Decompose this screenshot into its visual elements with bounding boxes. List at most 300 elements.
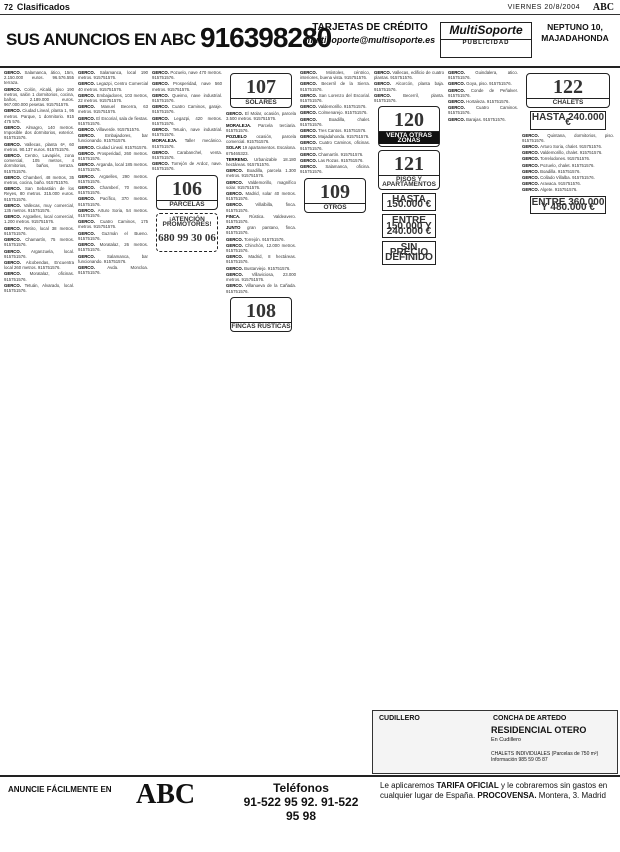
ad-ref: GERCO. bbox=[300, 140, 320, 146]
classified-ad bbox=[226, 272, 296, 282]
classified-ad bbox=[4, 142, 74, 152]
ad-ref: GERCO. bbox=[152, 149, 177, 155]
classified-ad bbox=[152, 127, 222, 137]
ad-ref: GERCO. bbox=[448, 99, 467, 105]
promo-phone[interactable]: 680 99 30 06 bbox=[158, 232, 216, 245]
classified-ad bbox=[78, 151, 148, 161]
classified-ad bbox=[226, 283, 296, 293]
ad-ref: POZUELO bbox=[226, 134, 257, 140]
classified-ad bbox=[152, 116, 222, 126]
ad-ref: GERCO. bbox=[4, 237, 26, 243]
ad-ref: GERCO. bbox=[300, 128, 319, 134]
ad-ref: GERCO. bbox=[448, 116, 467, 122]
banner-email[interactable]: multisoporte@multisoporte.es bbox=[304, 35, 436, 45]
ad-ref: GERCO. bbox=[78, 104, 101, 110]
footer-strip bbox=[0, 775, 620, 823]
ad-text: Villalbilla, finca. 915751576. bbox=[226, 202, 296, 213]
ad-ref: GERCO. bbox=[522, 181, 541, 187]
ad-ref: GERCO. bbox=[226, 191, 246, 197]
ad-text: Salamanca, oficina. 915751576. bbox=[300, 164, 370, 175]
ad-text: Prosperidad, nave 560 metros. 915751576. bbox=[152, 81, 222, 92]
ad-ref: GERCO. bbox=[226, 283, 246, 289]
price-box-3: SIN PRECIO DEFINIDO bbox=[382, 241, 436, 265]
ad-text: Aravaca. 915751576. bbox=[540, 181, 582, 187]
cards-label: TARJETAS DE CRÉDITO bbox=[312, 22, 428, 33]
footer-tel-label: Teléfonos bbox=[273, 781, 329, 795]
ad-ref: GERCO. bbox=[78, 70, 100, 75]
classified-ad bbox=[152, 81, 222, 91]
section-108-label: FINCAS RÚSTICAS bbox=[231, 322, 291, 330]
ad-ref: GERCO. bbox=[448, 87, 471, 93]
classified-ad bbox=[300, 93, 370, 103]
ad-text: Colón, Alcalá, piso 190 metros, salón 1 dormitorios, cocina, baños, 2.189.000 euros. 967.000.000 pesetas. 915751576. bbox=[4, 86, 74, 108]
ad-ref: FINCA. bbox=[226, 213, 250, 219]
ad-text: Vallecas, planta 6ª, 60 metros. 90.137 euros. 915751576. bbox=[4, 141, 74, 152]
ad-text: Moratalaz, oficinas. 915751576. bbox=[4, 271, 74, 282]
ad-ref: GERCO. bbox=[78, 230, 102, 236]
ad-ref: GERCO. bbox=[152, 104, 172, 110]
ad-ref: GERCO. bbox=[300, 81, 322, 87]
ad-text: Taller mecánico. 915751576. bbox=[152, 138, 222, 149]
classified-ad bbox=[78, 116, 148, 126]
footer-tel-numbers[interactable]: 91-522 95 92. 91-522 95 98 bbox=[243, 795, 359, 823]
ad-text: Colmenarejo. 915751576. bbox=[318, 110, 368, 116]
ad-ref: GERCO. bbox=[4, 174, 24, 180]
ad-text: Cuatro Caminos. 915751576. bbox=[448, 105, 518, 116]
classified-ad bbox=[300, 104, 370, 109]
ad-text: Majadahonda. 915751576. bbox=[318, 134, 370, 140]
ad-ref: GERCO. bbox=[300, 110, 319, 116]
classified-ad bbox=[78, 196, 148, 206]
ad-ref: GERCO. bbox=[300, 70, 327, 75]
ad-text: Embajadores, 103 metros, 22 metros. 915751576. bbox=[78, 92, 148, 104]
classified-ad bbox=[4, 249, 74, 259]
classified-ad bbox=[4, 125, 74, 141]
section-122-badge bbox=[526, 73, 610, 108]
section-title: Clasificados bbox=[16, 2, 70, 12]
ad-text: Almagro, 140 metros. Imposible dos dormitorios, exterior. 915751576. bbox=[4, 125, 74, 141]
footer-msg-4: PROCOVENSA. bbox=[477, 791, 537, 800]
classified-ad bbox=[78, 254, 148, 264]
ad-ref: TERRENO. bbox=[226, 156, 255, 162]
cudillero-desc bbox=[491, 751, 611, 763]
ad-text: Moratalaz, 26 metros. 915751576. bbox=[78, 242, 148, 253]
classified-ad bbox=[4, 271, 74, 281]
ad-text: ocasión, parcela comercial. 915751576. bbox=[226, 134, 296, 145]
classified-ad bbox=[226, 225, 296, 235]
ad-ref: MORALEJA. bbox=[152, 138, 185, 144]
banner-cards bbox=[300, 22, 440, 45]
classified-ad bbox=[300, 152, 370, 157]
section-107-badge bbox=[230, 73, 292, 108]
classified-ad bbox=[152, 70, 222, 80]
section-121-number: 121 bbox=[394, 152, 424, 175]
classified-ad bbox=[522, 163, 614, 168]
ad-text: Valdemorillo. 915751576. bbox=[318, 104, 367, 110]
ad-text: Arturo Soria, 54 metros. 915751576. bbox=[78, 207, 148, 219]
price-box-1: HASTA 150.000 € bbox=[382, 193, 436, 211]
ad-ref: GERCO. bbox=[226, 236, 245, 242]
ad-ref: GERCO. bbox=[374, 92, 404, 98]
ad-text: Tetuán, Alvarado, local. 915751576. bbox=[4, 282, 74, 293]
brand-name: MultiSoporte bbox=[449, 23, 523, 37]
classified-ad bbox=[522, 156, 614, 161]
ad-ref: GERCO. bbox=[300, 134, 319, 140]
classified-ad bbox=[4, 283, 74, 293]
ad-text: Bustarviejo. 915751576. bbox=[244, 265, 291, 271]
ad-text: Chamartín, 75 metros. 915751576. bbox=[4, 237, 74, 248]
ad-text: El Escorial, sala de fiestas. 915751576. bbox=[78, 115, 148, 126]
ad-text: Collado Villalba. 915751576. bbox=[540, 175, 595, 181]
ad-ref: GERCO. bbox=[78, 196, 100, 202]
ad-text: Valdemorillo, chalet. 915751576. bbox=[540, 150, 603, 156]
classified-ad bbox=[226, 214, 296, 224]
classified-ad bbox=[226, 134, 296, 144]
ad-text: Alcorcón, planta baja. 915751576. bbox=[374, 81, 444, 92]
cudillero-title: RESIDENCIAL OTERO bbox=[491, 725, 587, 735]
ad-text: Arganzuela, local. 915751576. bbox=[4, 248, 74, 259]
footer-phones bbox=[236, 781, 366, 823]
column-1 bbox=[4, 70, 74, 772]
ad-text: Torrejón de Ardoz, nave. 915751576. bbox=[152, 161, 222, 172]
classified-ad bbox=[448, 70, 518, 80]
ad-ref: GERCO. bbox=[78, 185, 100, 191]
section-108-number: 108 bbox=[246, 299, 276, 322]
ad-ref: GERCO. bbox=[374, 70, 393, 75]
ad-ref: GERCO. bbox=[4, 271, 30, 277]
classified-ad bbox=[78, 185, 148, 195]
section-120-label: VENTA OTRAS ZONAS bbox=[379, 131, 439, 143]
ad-ref: GERCO. bbox=[300, 164, 326, 170]
ad-ref: GERCO. bbox=[4, 153, 25, 159]
classified-ad bbox=[4, 260, 74, 270]
ad-text: Chamberí, 70 metros. 915751576. bbox=[78, 185, 148, 196]
ad-text: Boadilla. 915751576. bbox=[540, 168, 581, 174]
classified-ad bbox=[78, 104, 148, 114]
classified-ad bbox=[78, 219, 148, 229]
classified-ad bbox=[226, 254, 296, 264]
ad-text: Barajas. 915751576. bbox=[466, 116, 506, 122]
section-120-badge bbox=[378, 106, 440, 146]
ad-text: gran pantano, finca. 915751576. bbox=[226, 225, 296, 236]
ad-ref: GERCO. bbox=[4, 141, 25, 147]
price-box-4: HASTA 240.000 € bbox=[531, 112, 605, 129]
ad-text: Cuatro Caminos, oficinas. 915751576. bbox=[300, 140, 370, 151]
cudillero-ad[interactable] bbox=[372, 710, 618, 774]
brand-sub: PUBLICIDAD bbox=[441, 39, 531, 46]
ad-ref: GERCO. bbox=[78, 81, 97, 87]
classified-ad bbox=[78, 174, 148, 184]
cudillero-label: CUDILLERO bbox=[379, 715, 420, 722]
section-109-label: OTROS bbox=[305, 203, 365, 210]
cudillero-desc-text: CHALETS INDIVIDUALES (Parcelas de 750 m²) bbox=[491, 751, 599, 757]
classified-ad bbox=[152, 104, 222, 114]
classified-ad bbox=[522, 169, 614, 174]
classified-ad bbox=[300, 110, 370, 115]
footer-left: ANUNCIE FÁCILMENTE EN bbox=[8, 785, 112, 794]
banner-address: NEPTUNO 10, MAJADAHONDA bbox=[541, 22, 609, 43]
classified-ad bbox=[226, 157, 296, 167]
classified-ad bbox=[78, 81, 148, 91]
section-121-label: PISOS Y APARTAMENTOS bbox=[379, 175, 439, 187]
classified-ad bbox=[152, 93, 222, 103]
ad-ref: GERCO. bbox=[4, 225, 25, 231]
section-122-number: 122 bbox=[553, 76, 583, 98]
ad-ref: GERCO. bbox=[152, 161, 172, 167]
column-3 bbox=[152, 70, 222, 772]
ad-ref: GERCO. bbox=[522, 144, 541, 150]
ad-text: Madrid, solar 40 metros. 915751576. bbox=[226, 191, 296, 202]
ad-text: Tres Cantos. 915751576. bbox=[318, 128, 367, 134]
ad-text: Arturo Soria, chalet. 915751576. bbox=[540, 144, 603, 150]
classified-ad bbox=[78, 242, 148, 252]
ad-text: Ciudad Lineal. 915751576. bbox=[96, 144, 148, 150]
classified-ad bbox=[4, 108, 74, 124]
top-banner bbox=[0, 16, 620, 68]
ad-ref: GERCO. bbox=[522, 168, 541, 174]
ad-ref: SOLAR bbox=[226, 145, 243, 151]
ad-text: Madrid, 8 hectáreas. 915751576. bbox=[226, 254, 296, 265]
ad-ref: GERCO. bbox=[226, 179, 248, 185]
ad-ref: GERCO. bbox=[226, 265, 245, 271]
ad-ref: GERCO. bbox=[78, 115, 97, 121]
classified-ad bbox=[78, 133, 148, 143]
section-109-badge bbox=[304, 178, 366, 213]
ad-text: Algete. 915751576. bbox=[540, 187, 578, 193]
ad-ref: GERCO. bbox=[522, 162, 541, 168]
classified-ad bbox=[78, 208, 148, 218]
ad-ref: GERCO. bbox=[78, 207, 98, 213]
ad-text: Villanueva de la Cañada. 915751576. bbox=[226, 283, 296, 294]
ad-text: Salamanca, ático, 15m, 2.150.000 euros. 96.576.555 terraza. bbox=[4, 70, 74, 86]
ad-ref: JUNTO bbox=[226, 225, 248, 231]
section-107-number: 107 bbox=[246, 76, 276, 98]
classified-ad bbox=[152, 138, 222, 148]
ad-ref: GERCO. bbox=[4, 70, 25, 75]
ad-text: Pozuelo, nave 470 metros. 915751576. bbox=[152, 70, 222, 81]
ad-text: Vallecas, muy comercial, 135 metros. 915751576. bbox=[4, 202, 74, 214]
column-4 bbox=[226, 70, 296, 772]
ad-ref: GERCO. bbox=[226, 242, 246, 248]
ad-text: Boadilla, chalet. 915751576. bbox=[300, 116, 370, 127]
footer-msg-5: Montera, 3. Madrid bbox=[538, 791, 606, 800]
footer-msg-1: Le aplicaremos bbox=[380, 781, 435, 790]
ad-text: Embajadores, bar funcionando. 915751576. bbox=[78, 133, 148, 144]
ad-text: Centro, Lavapiés, zona comercial, 105 metros, 4 dormitorios, baños, terraza. 915751576. bbox=[4, 153, 74, 174]
ad-ref: GERCO. bbox=[4, 86, 25, 92]
classified-ad bbox=[522, 133, 614, 143]
classified-ad bbox=[4, 226, 74, 236]
ad-ref: GERCO. bbox=[4, 202, 24, 208]
classified-ad bbox=[226, 145, 296, 155]
banner-phone[interactable]: 916398280 bbox=[200, 22, 332, 53]
ad-text: San Lorenzo del Escorial. 915751576. bbox=[300, 92, 370, 104]
ad-text: Villaviciosa, 23.000 metros. 915751576. bbox=[226, 271, 296, 283]
ad-ref: GERCO. bbox=[448, 81, 467, 87]
ad-text: Arganda, local 185 metros. 915751576. bbox=[78, 162, 148, 173]
classified-ad bbox=[4, 153, 74, 174]
ad-text: Becerril de la Sierra. 915751576. bbox=[300, 81, 370, 92]
column-2 bbox=[78, 70, 148, 772]
classified-ad bbox=[522, 175, 614, 180]
classified-ad bbox=[226, 202, 296, 212]
ad-ref: GERCO. bbox=[78, 173, 100, 179]
column-8 bbox=[522, 70, 614, 772]
classified-ad bbox=[78, 127, 148, 132]
ad-ref: GERCO. bbox=[152, 81, 174, 87]
ad-text: Cuatro Caminos, garaje. 915751576. bbox=[152, 104, 222, 115]
footer-msg-3: y le cobraremos sin gastos en cualquier lugar de España. bbox=[380, 781, 608, 800]
classified-ad bbox=[226, 111, 296, 121]
ad-text: Salamanca, local 190 metros. 915751576. bbox=[78, 70, 148, 81]
ad-text: Becerril, planta. 915751576. bbox=[374, 92, 444, 104]
classified-ad bbox=[374, 70, 444, 80]
classified-ad bbox=[300, 134, 370, 139]
classified-ad bbox=[448, 99, 518, 104]
section-108-badge bbox=[230, 297, 292, 332]
classified-ad bbox=[4, 237, 74, 247]
section-106-badge bbox=[156, 175, 218, 210]
footer-message bbox=[380, 781, 616, 801]
classified-ad bbox=[300, 70, 370, 80]
ad-text: Guzmán el Bueno. 915751576. bbox=[78, 230, 148, 241]
ad-ref: GERCO. bbox=[78, 242, 100, 248]
section-121-badge bbox=[378, 150, 440, 190]
ad-text: Tetuán, nave industrial. 915751576. bbox=[152, 127, 222, 138]
classified-ad bbox=[374, 81, 444, 91]
classified-ad bbox=[300, 81, 370, 91]
ad-ref: GERCO. bbox=[78, 144, 97, 150]
ad-ref: GERCO. bbox=[4, 282, 25, 288]
ad-ref: GERCO. bbox=[448, 70, 476, 75]
ad-text: Prosperidad, 260 metros. 915751576. bbox=[78, 150, 148, 162]
section-106-number: 106 bbox=[172, 177, 202, 200]
ad-ref: GERCO. bbox=[522, 132, 548, 138]
ad-text: Torrelodones. 915751576. bbox=[540, 156, 591, 162]
section-120-number: 120 bbox=[394, 109, 424, 132]
ad-text: Chamartín. 915751576. bbox=[318, 151, 364, 157]
promo-title: ¡ATENCIÓN PROMOTORES! bbox=[162, 215, 212, 229]
classified-ad bbox=[448, 117, 518, 122]
ad-text: Valdemorillo, magnífico solar. 915751576. bbox=[226, 179, 296, 190]
ad-ref: GERCO. bbox=[226, 168, 247, 174]
ad-text: Chamberí, 48 metros, 35 metros, cocina, baño. 915751576. bbox=[4, 174, 74, 186]
ad-ref: GERCO. bbox=[78, 219, 100, 225]
classified-ad bbox=[4, 70, 74, 86]
ad-text: Retiro, local 38 metros. 915751576. bbox=[4, 225, 74, 236]
cudillero-contact: Información 985 59 05 87 bbox=[491, 757, 548, 763]
classified-ad bbox=[300, 128, 370, 133]
ad-text: Villaverde. 915751576. bbox=[96, 127, 141, 133]
ad-ref: GERCO. bbox=[522, 175, 541, 181]
classified-ad bbox=[300, 158, 370, 163]
ad-text: San Sebastián de los Reyes, 80 metros. 315.000 euros. 915751576. bbox=[4, 186, 74, 202]
page-number: 72 bbox=[4, 2, 13, 12]
ad-text: Hortaleza. 915751576. bbox=[466, 99, 510, 105]
ad-ref: GERCO. bbox=[522, 150, 541, 156]
ad-ref: GERCO. bbox=[152, 92, 172, 98]
ad-text: 19 apartamentos. Escalona. 675465323. bbox=[226, 145, 296, 156]
ad-ref: GERCO. bbox=[300, 151, 319, 157]
classified-ad bbox=[448, 88, 518, 98]
ad-text: Ciudad Lineal, planta 1, 95 metros. Parque, 1 dormitorio. 915 475 576. bbox=[4, 108, 74, 124]
classified-ad bbox=[374, 93, 444, 103]
footer-msg-2: TARIFA OFICIAL bbox=[436, 781, 499, 790]
ad-text: Avda. Moncloa. 915751576. bbox=[78, 264, 148, 276]
promo-box bbox=[156, 213, 218, 252]
cudillero-subtitle: En Cudillero bbox=[491, 737, 521, 743]
classified-ad bbox=[226, 237, 296, 242]
classifieds-columns bbox=[4, 70, 616, 772]
classified-ad bbox=[522, 144, 614, 149]
classified-ad bbox=[152, 150, 222, 160]
classified-ad bbox=[78, 265, 148, 275]
page-header bbox=[0, 0, 620, 15]
abc-logo: ABC bbox=[592, 1, 614, 13]
column-5 bbox=[300, 70, 370, 772]
ad-text: Boadilla, parcela 1.300 metros. 915751576. bbox=[226, 168, 296, 179]
ad-text: El Molar, ocasión, parcela 3.500 metros. 915751576. bbox=[226, 111, 296, 122]
ad-text: Guindalera, atico. 915751576. bbox=[448, 70, 518, 81]
column-6 bbox=[374, 70, 444, 772]
classified-ad bbox=[78, 93, 148, 103]
ad-ref: GERCO. bbox=[78, 127, 97, 133]
classified-ad bbox=[78, 70, 148, 80]
classified-ad bbox=[78, 145, 148, 150]
ad-ref: GERCO. bbox=[226, 254, 249, 260]
classified-ad bbox=[226, 266, 296, 271]
ad-ref: GERCO. bbox=[78, 150, 98, 156]
ad-ref: GERCO. bbox=[78, 264, 108, 270]
ad-text: Vallecas, edificio de cuatro plantas. 915751576. bbox=[374, 70, 444, 81]
classified-ad bbox=[226, 168, 296, 178]
ad-text: Las Rozas. 915751576. bbox=[318, 158, 364, 164]
price-box-2: ENTRE 150.000 Y 240.000 € bbox=[382, 214, 436, 238]
section-109-number: 109 bbox=[320, 180, 350, 203]
classified-ad bbox=[226, 243, 296, 253]
classified-ad bbox=[226, 191, 296, 201]
ad-text: Carabanchel, venta. 915751576. bbox=[152, 149, 222, 161]
classified-ad bbox=[226, 123, 296, 133]
ad-ref: GERCO. bbox=[152, 70, 171, 75]
classified-ad bbox=[522, 187, 614, 192]
footer-abc-logo: ABC bbox=[136, 779, 196, 810]
ad-text: Legazpi, 420 metros. 915751576. bbox=[152, 115, 222, 126]
ad-text: Parcela terciaria. 915751576. bbox=[226, 122, 296, 133]
classified-ad bbox=[78, 231, 148, 241]
classified-ad bbox=[4, 186, 74, 202]
ad-ref: GERCO. bbox=[4, 248, 31, 254]
classified-ad bbox=[300, 164, 370, 174]
ad-ref: GERCO. bbox=[78, 92, 97, 98]
ad-ref: MORALEJA. bbox=[226, 122, 259, 128]
classified-ad bbox=[78, 162, 148, 172]
ad-text: Pozuelo, chalet. 915751576. bbox=[540, 162, 595, 168]
ad-text: Torrejón. 915751576. bbox=[244, 236, 285, 242]
ad-ref: GERCO. bbox=[152, 127, 173, 133]
ad-text: Quintana, dormitorios, piso. 915751576. bbox=[522, 132, 614, 143]
ad-ref: GERCO. bbox=[4, 186, 25, 192]
classified-ad bbox=[522, 181, 614, 186]
classified-ad bbox=[448, 81, 518, 86]
price-box-5: ENTRE 360.000 Y 480.000 € bbox=[531, 196, 605, 213]
classified-ad bbox=[448, 105, 518, 115]
column-7 bbox=[448, 70, 518, 772]
classified-ad bbox=[226, 180, 296, 190]
ad-text: Móstoles, céntrico, interiores, buena vista. 915751576. bbox=[300, 70, 370, 81]
section-122-label: CHALETS bbox=[527, 98, 609, 105]
ad-text: Legazpi, Centro Comercial 40 metros. 915751576. bbox=[78, 81, 148, 92]
